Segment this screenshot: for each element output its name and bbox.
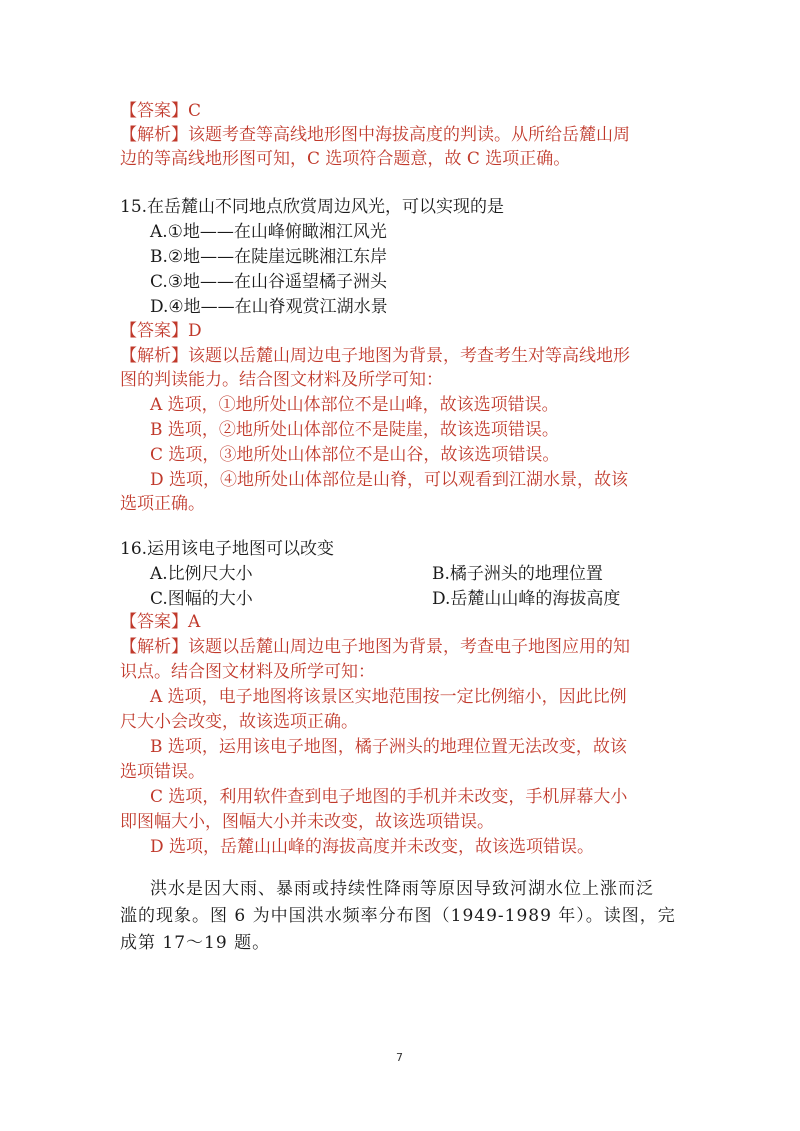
q14-analysis-line1: 【解析】该题考查等高线地形图中海拔高度的判读。从所给岳麓山周 bbox=[120, 125, 630, 145]
passage-line1: 洪水是因大雨、暴雨或持续性降雨等原因导致河湖水位上涨而泛 bbox=[150, 879, 654, 899]
q15-analysis-d-line2: 选项正确。 bbox=[120, 494, 205, 514]
q16-answer: 【答案】A bbox=[120, 612, 201, 632]
q15-stem: 15.在岳麓山不同地点欣赏周边风光，可以实现的是 bbox=[120, 197, 505, 217]
q16-option-b: B.橘子洲头的地理位置 bbox=[432, 564, 603, 584]
q15-option-a: A.①地——在山峰俯瞰湘江风光 bbox=[150, 222, 387, 242]
q16-option-a: A.比例尺大小 bbox=[150, 564, 253, 584]
passage-line2: 滥的现象。图 6 为中国洪水频率分布图（1949-1989 年）。读图，完 bbox=[120, 906, 676, 926]
q15-analysis-b: B 选项，②地所处山体部位不是陡崖，故该选项错误。 bbox=[150, 420, 559, 440]
q16-analysis-c-line2: 即图幅大小，图幅大小并未改变，故该选项错误。 bbox=[120, 812, 494, 832]
q15-option-d: D.④地——在山脊观赏江湖水景 bbox=[150, 297, 388, 317]
q16-analysis-b-line2: 选项错误。 bbox=[120, 762, 205, 782]
q16-analysis-line2: 识点。结合图文材料及所学可知： bbox=[120, 662, 375, 682]
q15-option-c: C.③地——在山谷遥望橘子洲头 bbox=[150, 272, 388, 292]
q15-answer: 【答案】D bbox=[120, 321, 202, 341]
q15-analysis-c: C 选项，③地所处山体部位不是山谷，故该选项错误。 bbox=[150, 445, 560, 465]
q15-analysis-a: A 选项，①地所处山体部位不是山峰，故该选项错误。 bbox=[150, 395, 559, 415]
q16-analysis-a-line1: A 选项，电子地图将该景区实地范围按一定比例缩小，因此比例 bbox=[150, 687, 627, 707]
q16-analysis-d: D 选项，岳麓山山峰的海拔高度并未改变，故该选项错误。 bbox=[150, 837, 595, 857]
q16-analysis-line1: 【解析】该题以岳麓山周边电子地图为背景，考查电子地图应用的知 bbox=[120, 637, 630, 657]
q16-analysis-c-line1: C 选项，利用软件查到电子地图的手机并未改变，手机屏幕大小 bbox=[150, 787, 628, 807]
passage-line3: 成第 17～19 题。 bbox=[120, 933, 271, 953]
page-number: 7 bbox=[396, 1051, 403, 1064]
q14-answer: 【答案】C bbox=[120, 101, 202, 121]
q16-option-c: C.图幅的大小 bbox=[150, 589, 253, 609]
q16-analysis-b-line1: B 选项，运用该电子地图，橘子洲头的地理位置无法改变，故该 bbox=[150, 737, 627, 757]
q16-option-d: D.岳麓山山峰的海拔高度 bbox=[432, 589, 621, 609]
q15-analysis-d-line1: D 选项，④地所处山体部位是山脊，可以观看到江湖水景，故该 bbox=[150, 470, 629, 490]
q16-stem: 16.运用该电子地图可以改变 bbox=[120, 539, 335, 559]
q15-analysis-line2: 图的判读能力。结合图文材料及所学可知： bbox=[120, 370, 443, 390]
q15-analysis-line1: 【解析】该题以岳麓山周边电子地图为背景，考查考生对等高线地形 bbox=[120, 346, 630, 366]
q14-analysis-line2: 边的等高线地形图可知，C 选项符合题意，故 C 选项正确。 bbox=[120, 149, 571, 169]
q16-analysis-a-line2: 尺大小会改变，故该选项正确。 bbox=[120, 712, 358, 732]
q15-option-b: B.②地——在陡崖远眺湘江东岸 bbox=[150, 247, 388, 267]
